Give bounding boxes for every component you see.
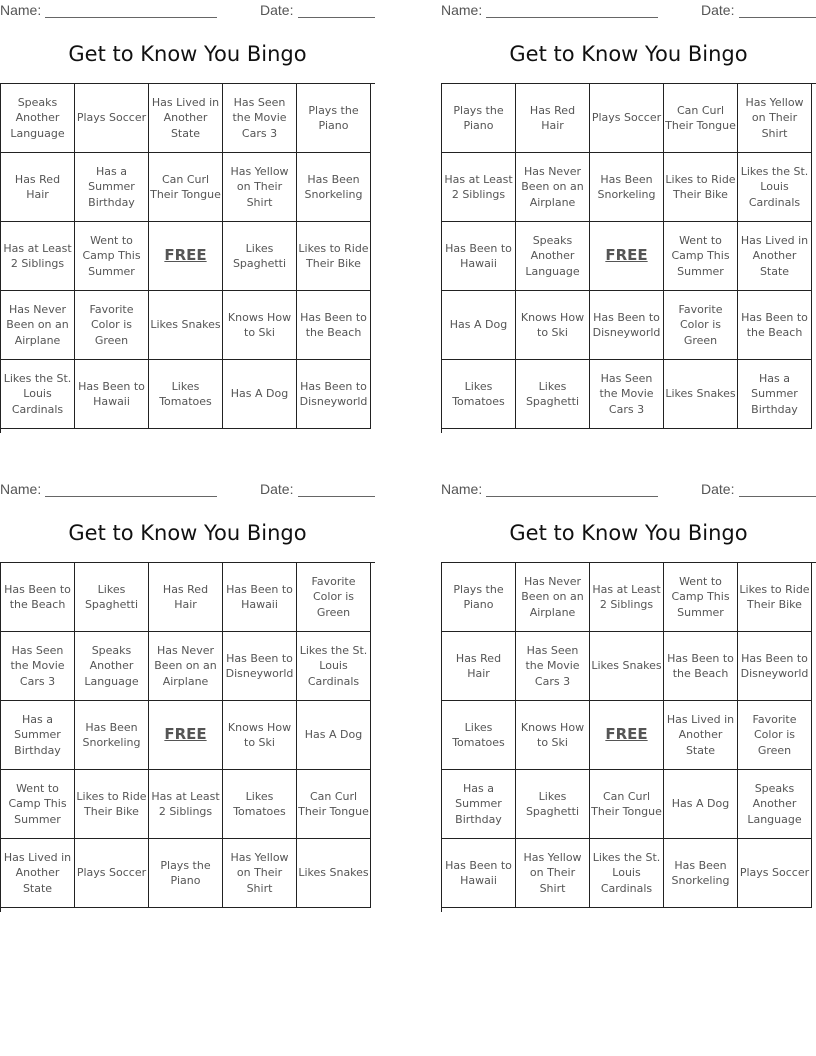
bingo-square: Has Red Hair: [1, 153, 75, 222]
bingo-square: Has Yellow on Their Shirt: [738, 84, 812, 153]
bingo-square: Favorite Color is Green: [738, 701, 812, 770]
bingo-square: Plays the Piano: [149, 839, 223, 908]
bingo-square: Has at Least 2 Siblings: [590, 563, 664, 632]
bingo-square: Has a Summer Birthday: [738, 360, 812, 429]
bingo-square: Likes Tomatoes: [223, 770, 297, 839]
bingo-square: Plays Soccer: [75, 839, 149, 908]
date-blank-line: [298, 496, 375, 497]
bingo-square: Has Yellow on Their Shirt: [223, 839, 297, 908]
bingo-square: Has Seen the Movie Cars 3: [516, 632, 590, 701]
bingo-square: Went to Camp This Summer: [664, 222, 738, 291]
card-title: Get to Know You Bingo: [68, 42, 307, 66]
name-label: Name:: [0, 2, 42, 18]
bingo-square: Likes the St. Louis Cardinals: [738, 153, 812, 222]
bingo-square: Likes Snakes: [297, 839, 371, 908]
bingo-square: Likes Snakes: [590, 632, 664, 701]
date-label: Date:: [701, 2, 735, 18]
bingo-square: Has at Least 2 Siblings: [442, 153, 516, 222]
bingo-square: Has Never Been on an Airplane: [516, 153, 590, 222]
bingo-square: Likes Spaghetti: [516, 360, 590, 429]
bingo-square: Has Been to the Beach: [297, 291, 371, 360]
bingo-square: Favorite Color is Green: [75, 291, 149, 360]
free-space: FREE: [149, 701, 223, 770]
name-date-row: [0, 479, 375, 501]
bingo-square: Has Been to Hawaii: [223, 563, 297, 632]
bingo-square: Likes to Ride Their Bike: [738, 563, 812, 632]
bingo-square: Has Been to Disneyworld: [738, 632, 812, 701]
date-label: Date:: [260, 2, 294, 18]
free-space: FREE: [590, 701, 664, 770]
bingo-square: Has Been to Disneyworld: [590, 291, 664, 360]
bingo-square: Likes to Ride Their Bike: [664, 153, 738, 222]
bingo-square: Has Never Been on an Airplane: [1, 291, 75, 360]
bingo-square: Likes Spaghetti: [75, 563, 149, 632]
bingo-square: Has Red Hair: [516, 84, 590, 153]
bingo-square: Has Seen the Movie Cars 3: [590, 360, 664, 429]
bingo-square: Knows How to Ski: [223, 701, 297, 770]
bingo-square: Speaks Another Language: [1, 84, 75, 153]
name-blank-line: [45, 17, 217, 18]
bingo-square: Has Been to Hawaii: [442, 839, 516, 908]
bingo-square: Has Been Snorkeling: [297, 153, 371, 222]
bingo-square: Likes to Ride Their Bike: [297, 222, 371, 291]
bingo-square: Has Been to the Beach: [1, 563, 75, 632]
card-title: Get to Know You Bingo: [509, 521, 748, 545]
bingo-square: Likes Spaghetti: [223, 222, 297, 291]
bingo-square: Has A Dog: [223, 360, 297, 429]
bingo-square: Likes Tomatoes: [442, 360, 516, 429]
bingo-square: Has Been to Hawaii: [75, 360, 149, 429]
date-blank-line: [298, 17, 375, 18]
bingo-square: Has Been to Hawaii: [442, 222, 516, 291]
bingo-square: Plays Soccer: [590, 84, 664, 153]
bingo-square: Knows How to Ski: [516, 701, 590, 770]
bingo-square: Has Red Hair: [442, 632, 516, 701]
bingo-square: Has A Dog: [442, 291, 516, 360]
bingo-square: Has Been to Disneyworld: [223, 632, 297, 701]
free-space: FREE: [149, 222, 223, 291]
date-blank-line: [739, 17, 816, 18]
name-blank-line: [45, 496, 217, 497]
date-label: Date:: [701, 481, 735, 497]
bingo-square: Likes to Ride Their Bike: [75, 770, 149, 839]
name-label: Name:: [0, 481, 42, 497]
bingo-grid: [0, 83, 375, 433]
bingo-square: Has Lived in Another State: [664, 701, 738, 770]
bingo-square: Has Been to the Beach: [738, 291, 812, 360]
name-date-row: [441, 0, 816, 22]
bingo-square: Favorite Color is Green: [664, 291, 738, 360]
bingo-square: Knows How to Ski: [223, 291, 297, 360]
bingo-grid: [0, 562, 375, 912]
bingo-square: Favorite Color is Green: [297, 563, 371, 632]
bingo-square: Speaks Another Language: [516, 222, 590, 291]
bingo-square: Plays the Piano: [297, 84, 371, 153]
bingo-square: Speaks Another Language: [75, 632, 149, 701]
bingo-square: Went to Camp This Summer: [664, 563, 738, 632]
bingo-square: Likes the St. Louis Cardinals: [297, 632, 371, 701]
bingo-square: Has Lived in Another State: [1, 839, 75, 908]
bingo-grid: [441, 562, 816, 912]
bingo-square: Likes Snakes: [664, 360, 738, 429]
card-title: Get to Know You Bingo: [509, 42, 748, 66]
bingo-square: Has Lived in Another State: [149, 84, 223, 153]
free-space: FREE: [590, 222, 664, 291]
bingo-square: Likes Snakes: [149, 291, 223, 360]
bingo-square: Plays the Piano: [442, 563, 516, 632]
bingo-square: Has at Least 2 Siblings: [149, 770, 223, 839]
bingo-square: Has A Dog: [297, 701, 371, 770]
bingo-square: Has Seen the Movie Cars 3: [223, 84, 297, 153]
bingo-square: Likes Tomatoes: [149, 360, 223, 429]
bingo-square: Speaks Another Language: [738, 770, 812, 839]
bingo-square: Has Been to the Beach: [664, 632, 738, 701]
bingo-square: Can Curl Their Tongue: [590, 770, 664, 839]
bingo-square: Has Never Been on an Airplane: [516, 563, 590, 632]
bingo-grid: [441, 83, 816, 433]
bingo-square: Can Curl Their Tongue: [297, 770, 371, 839]
bingo-square: Knows How to Ski: [516, 291, 590, 360]
name-date-row: [0, 0, 375, 22]
bingo-square: Has A Dog: [664, 770, 738, 839]
bingo-square: Has at Least 2 Siblings: [1, 222, 75, 291]
bingo-square: Can Curl Their Tongue: [664, 84, 738, 153]
bingo-square: Has Been Snorkeling: [590, 153, 664, 222]
bingo-square: Has Lived in Another State: [738, 222, 812, 291]
bingo-square: Has Been Snorkeling: [664, 839, 738, 908]
card-title: Get to Know You Bingo: [68, 521, 307, 545]
date-blank-line: [739, 496, 816, 497]
bingo-square: Has a Summer Birthday: [75, 153, 149, 222]
bingo-square: Has Yellow on Their Shirt: [223, 153, 297, 222]
date-label: Date:: [260, 481, 294, 497]
bingo-square: Went to Camp This Summer: [1, 770, 75, 839]
name-label: Name:: [441, 2, 483, 18]
bingo-square: Likes the St. Louis Cardinals: [590, 839, 664, 908]
bingo-square: Can Curl Their Tongue: [149, 153, 223, 222]
bingo-square: Has Yellow on Their Shirt: [516, 839, 590, 908]
bingo-square: Has Seen the Movie Cars 3: [1, 632, 75, 701]
bingo-square: Went to Camp This Summer: [75, 222, 149, 291]
name-blank-line: [486, 17, 658, 18]
bingo-square: Likes the St. Louis Cardinals: [1, 360, 75, 429]
bingo-square: Has a Summer Birthday: [442, 770, 516, 839]
bingo-square: Plays Soccer: [75, 84, 149, 153]
bingo-square: Plays Soccer: [738, 839, 812, 908]
bingo-square: Has Been to Disneyworld: [297, 360, 371, 429]
bingo-square: Has Never Been on an Airplane: [149, 632, 223, 701]
bingo-square: Plays the Piano: [442, 84, 516, 153]
bingo-square: Has Red Hair: [149, 563, 223, 632]
bingo-square: Has Been Snorkeling: [75, 701, 149, 770]
name-label: Name:: [441, 481, 483, 497]
name-blank-line: [486, 496, 658, 497]
bingo-square: Likes Tomatoes: [442, 701, 516, 770]
bingo-square: Likes Spaghetti: [516, 770, 590, 839]
name-date-row: [441, 479, 816, 501]
bingo-square: Has a Summer Birthday: [1, 701, 75, 770]
